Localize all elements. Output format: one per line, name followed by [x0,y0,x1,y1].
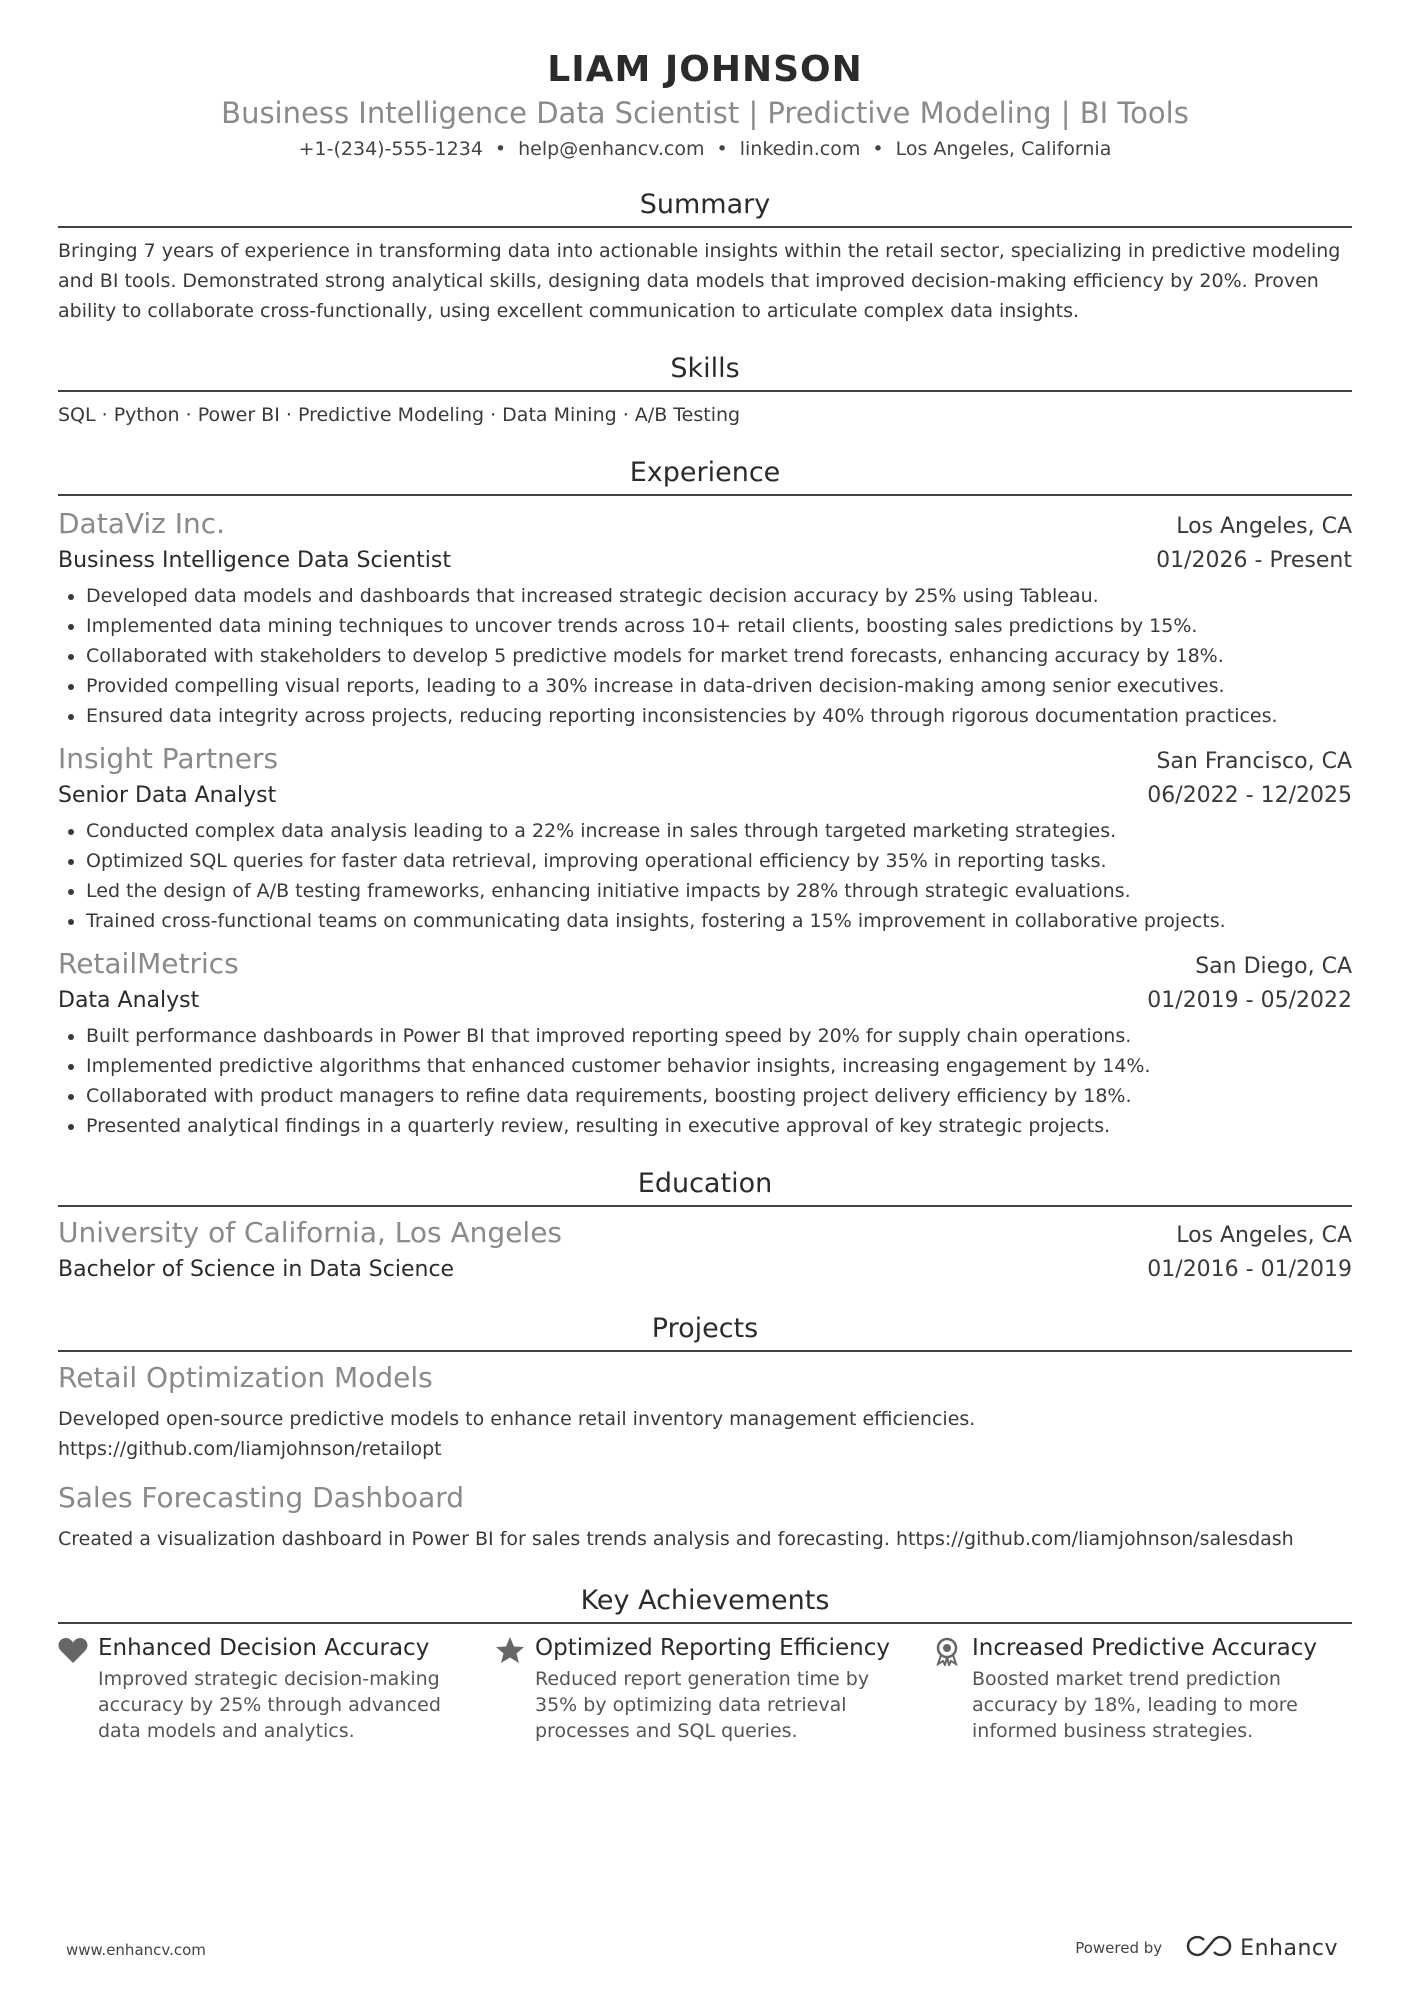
bullet-item: • Optimized SQL queries for faster data retrieval, improving operational efficiency by 35% in reporting tasks. [86,846,1352,876]
achievement-description: Reduced report generation time by 35% by optimizing data retrieval processes and SQL queries. [535,1668,870,1742]
company-name: RetailMetrics [58,947,239,980]
project-title: Retail Optimization Models [58,1361,433,1394]
project-description: Developed open-source predictive models to enhance retail inventory management efficiencies. https://github.com/liamjohnson/retailopt [58,1408,976,1460]
achievement-description: Improved strategic decision-making accuracy by 25% through advanced data models and analytics. [98,1668,441,1742]
bullet-item: • Provided compelling visual reports, leading to a 30% increase in data-driven decision-making among senior executives. [86,671,1352,701]
job-bullets [58,1021,1352,1141]
candidate-name: LIAM JOHNSON [547,49,863,90]
achievement-title: Enhanced Decision Accuracy [98,1635,430,1661]
achievement-item [932,1632,1352,1744]
job-dates: 06/2022 - 12/2025 [1147,783,1352,808]
job-title: Business Intelligence Data Scientist [58,548,452,573]
degree: Bachelor of Science in Data Science [58,1257,455,1282]
bullet-item: • Presented analytical findings in a quarterly review, resulting in executive approval of key strategic projects. [86,1111,1352,1141]
separator-dot: • [872,138,884,160]
achievement-title: Increased Predictive Accuracy [972,1635,1317,1661]
job-entry [58,946,1352,1141]
heart-icon [58,1632,98,1744]
company-name: DataViz Inc. [58,507,226,540]
headline: Business Intelligence Data Scientist | Predictive Modeling | BI Tools [221,96,1189,130]
achievement-title: Optimized Reporting Efficiency [535,1635,890,1661]
job-title: Senior Data Analyst [58,783,277,808]
summary-heading: Summary [58,188,1352,228]
linkedin-link[interactable]: linkedin.com [739,138,861,160]
award-icon [932,1632,972,1744]
separator-dot: • [716,138,728,160]
job-location: San Francisco, CA [1156,749,1352,774]
achievements-grid [58,1632,1352,1744]
bullet-item: • Ensured data integrity across projects, reducing reporting inconsistencies by 40% through rigorous documentation practices. [86,701,1352,731]
project-entry [58,1360,1352,1464]
phone: +1-(234)-555-1234 [298,138,483,160]
education-entry [58,1215,1352,1286]
education-heading: Education [58,1167,1352,1207]
project-description: Created a visualization dashboard in Power BI for sales trends analysis and forecasting. https://github.com/liamjohnson/salesdash [58,1528,1294,1550]
powered-by-label: Powered by [1075,1939,1163,1957]
school-location: Los Angeles, CA [1176,1223,1352,1248]
enhancv-logo-icon [1186,1934,1232,1962]
achievements-heading: Key Achievements [58,1584,1352,1624]
bullet-item: • Implemented data mining techniques to uncover trends across 10+ retail clients, boosting sales predictions by 15%. [86,611,1352,641]
bullet-item: • Developed data models and dashboards that increased strategic decision accuracy by 25% using Tableau. [86,581,1352,611]
achievement-item [58,1632,478,1744]
job-dates: 01/2026 - Present [1156,548,1352,573]
separator-dot: • [494,138,507,160]
bullet-item: • Implemented predictive algorithms that enhanced customer behavior insights, increasing engagement by 14%. [86,1051,1352,1081]
footer-branding [1075,1934,1338,1962]
project-title: Sales Forecasting Dashboard [58,1481,465,1514]
projects-heading: Projects [58,1312,1352,1352]
skills-heading: Skills [58,352,1352,392]
project-entry [58,1480,1352,1554]
bullet-item: • Built performance dashboards in Power BI that improved reporting speed by 20% for supply chain operations. [86,1021,1352,1051]
bullet-item: • Trained cross-functional teams on communicating data insights, fostering a 15% improvement in collaborative projects. [86,906,1352,936]
experience-heading: Experience [58,456,1352,496]
job-location: Los Angeles, CA [1176,514,1352,539]
bullet-item: • Collaborated with product managers to refine data requirements, boosting project delivery efficiency by 18%. [86,1081,1352,1111]
contact-line [58,136,1352,162]
location: Los Angeles, California [895,138,1112,160]
achievement-item [495,1632,915,1744]
email-link[interactable]: help@enhancv.com [518,138,705,160]
footer-website-link[interactable]: www.enhancv.com [66,1941,206,1959]
company-name: Insight Partners [58,742,279,775]
summary-text: Bringing 7 years of experience in transforming data into actionable insights within the retail sector, specializing in predictive modeling and BI tools. Demonstrated strong analytical skills, designing data models that improved decision-making efficiency by 20%. Proven ability to collaborate cross-functionally, using excellent communication to articulate complex data insights. [58,240,1341,322]
achievement-description: Boosted market trend prediction accuracy by 18%, leading to more informed business strategies. [972,1668,1298,1742]
star-icon [495,1632,535,1744]
bullet-item: • Led the design of A/B testing frameworks, enhancing initiative impacts by 28% through strategic evaluations. [86,876,1352,906]
education-dates: 01/2016 - 01/2019 [1147,1257,1352,1282]
job-location: San Diego, CA [1195,954,1352,979]
school-name: University of California, Los Angeles [58,1216,563,1249]
job-dates: 01/2019 - 05/2022 [1147,988,1352,1013]
bullet-item: • Conducted complex data analysis leading to a 22% increase in sales through targeted marketing strategies. [86,816,1352,846]
job-entry [58,741,1352,936]
job-entry [58,506,1352,731]
job-bullets [58,581,1352,731]
job-title: Data Analyst [58,988,200,1013]
enhancv-logo-text[interactable]: Enhancv [1240,1935,1338,1961]
bullet-item: • Collaborated with stakeholders to develop 5 predictive models for market trend forecasts, enhancing accuracy by 18%. [86,641,1352,671]
skills-list: SQL · Python · Power BI · Predictive Modeling · Data Mining · A/B Testing [58,404,741,426]
job-bullets [58,816,1352,936]
